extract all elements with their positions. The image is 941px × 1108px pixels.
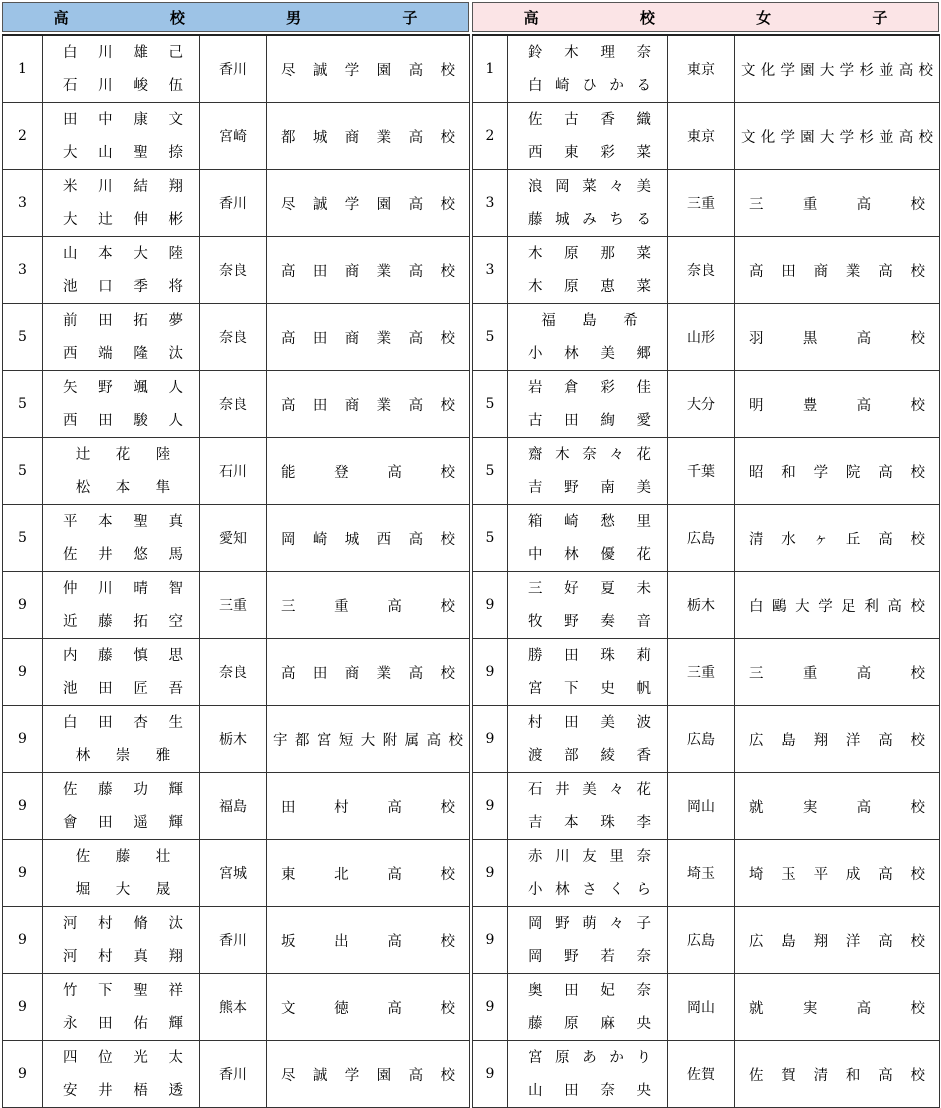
girls-row — [473, 304, 940, 371]
rank-cell: 9 — [3, 639, 43, 706]
player-name: 藤 城 み ち る — [528, 211, 651, 228]
player-name: 吉 野 南 美 — [528, 479, 651, 496]
rank-cell: 9 — [3, 974, 43, 1041]
school-cell — [735, 103, 940, 170]
names-cell — [43, 572, 200, 639]
player-name: 吉 本 珠 李 — [528, 814, 651, 831]
player-name: 山 本 大 陸 — [63, 245, 183, 262]
prefecture-cell: 岡山 — [668, 974, 735, 1041]
player-name: 牧 野 奏 音 — [528, 613, 651, 630]
names-cell — [43, 907, 200, 974]
player-name: 永 田 佑 輝 — [63, 1015, 183, 1032]
school-cell — [267, 371, 470, 438]
girls-row — [473, 505, 940, 572]
player-name: 佐 井 悠 馬 — [63, 546, 183, 563]
school-name: 三 重 高 校 — [749, 665, 925, 682]
player-name: 渡 部 綾 香 — [528, 747, 651, 764]
player-name: 白 崎 ひ か る — [528, 77, 651, 94]
school-cell — [267, 237, 470, 304]
school-name: 佐 賀 清 和 高 校 — [749, 1067, 925, 1084]
girls-header-char: 女 — [756, 8, 772, 27]
names-cell — [508, 773, 668, 840]
school-name: 明 豊 高 校 — [749, 397, 925, 414]
rank-cell: 9 — [473, 1041, 508, 1108]
school-name: 就 実 高 校 — [749, 1000, 925, 1017]
player-name: 河 村 脩 汰 — [63, 915, 183, 932]
prefecture-cell: 岡山 — [668, 773, 735, 840]
rank-cell: 9 — [473, 706, 508, 773]
school-name: 高 田 商 業 高 校 — [281, 263, 455, 280]
school-cell — [735, 706, 940, 773]
names-cell — [508, 304, 668, 371]
school-name: 三 重 高 校 — [281, 598, 455, 615]
school-name: 尽 誠 学 園 高 校 — [281, 196, 455, 213]
boys-row — [3, 773, 470, 840]
girls-header-char: 子 — [872, 8, 888, 27]
names-cell — [508, 840, 668, 907]
player-name: 石 川 峻 伍 — [63, 77, 183, 94]
player-name: 齋 木 奈 々 花 — [528, 446, 651, 463]
player-name: 古 田 絢 愛 — [528, 412, 651, 429]
rank-cell: 9 — [3, 840, 43, 907]
player-name: 藤 原 麻 央 — [528, 1015, 651, 1032]
prefecture-cell: 東京 — [668, 35, 735, 103]
school-cell — [267, 438, 470, 505]
player-name: 西 田 駿 人 — [63, 412, 183, 429]
girls-header-char: 高 — [523, 8, 539, 27]
player-name: 西 東 彩 菜 — [528, 144, 651, 161]
player-name: 岡 野 若 奈 — [528, 948, 651, 965]
boys-row — [3, 974, 470, 1041]
rank-cell: 9 — [473, 572, 508, 639]
school-name: 高 田 商 業 高 校 — [281, 330, 455, 347]
player-name: 會 田 遥 輝 — [63, 814, 183, 831]
player-name: 堀 大 晟 — [75, 881, 171, 898]
rank-cell: 2 — [3, 103, 43, 170]
girls-row — [473, 438, 940, 505]
player-name: 山 田 奈 央 — [528, 1082, 651, 1099]
player-name: 田 中 康 文 — [63, 111, 183, 128]
player-name: 矢 野 颯 人 — [63, 379, 183, 396]
girls-header — [472, 2, 939, 32]
player-name: 池 田 匠 吾 — [63, 680, 183, 697]
boys-header-char: 高 — [53, 8, 69, 27]
player-name: 仲 川 晴 智 — [63, 580, 183, 597]
school-cell — [267, 304, 470, 371]
names-cell — [508, 35, 668, 103]
school-cell — [267, 639, 470, 706]
boys-header-char: 校 — [169, 8, 185, 27]
rank-cell: 3 — [3, 237, 43, 304]
rank-cell: 9 — [3, 706, 43, 773]
school-cell — [735, 438, 940, 505]
rank-cell: 9 — [3, 773, 43, 840]
rank-cell: 2 — [473, 103, 508, 170]
prefecture-cell: 奈良 — [200, 304, 267, 371]
boys-row — [3, 1041, 470, 1108]
girls-row — [473, 773, 940, 840]
prefecture-cell: 広島 — [668, 505, 735, 572]
names-cell — [508, 907, 668, 974]
names-cell — [508, 103, 668, 170]
school-cell — [735, 639, 940, 706]
prefecture-cell: 佐賀 — [668, 1041, 735, 1108]
girls-header-char: 校 — [639, 8, 655, 27]
player-name: 大 辻 伸 彬 — [63, 211, 183, 228]
school-cell — [267, 170, 470, 237]
prefecture-cell: 大分 — [668, 371, 735, 438]
school-cell — [735, 237, 940, 304]
player-name: 浪 岡 菜 々 美 — [528, 178, 651, 195]
rank-cell: 5 — [473, 438, 508, 505]
school-name: 高 田 商 業 高 校 — [749, 263, 925, 280]
boys-row — [3, 237, 470, 304]
player-name: 大 山 聖 捺 — [63, 144, 183, 161]
player-name: 小 林 美 郷 — [528, 345, 651, 362]
names-cell — [508, 639, 668, 706]
rank-cell: 5 — [3, 371, 43, 438]
girls-row — [473, 237, 940, 304]
school-cell — [735, 840, 940, 907]
rank-cell: 3 — [3, 170, 43, 237]
player-name: 宮 下 史 帆 — [528, 680, 651, 697]
rank-cell: 5 — [473, 505, 508, 572]
player-name: 三 好 夏 未 — [528, 580, 651, 597]
names-cell — [508, 1041, 668, 1108]
player-name: 岩 倉 彩 佳 — [528, 379, 651, 396]
school-cell — [735, 572, 940, 639]
boys-row — [3, 639, 470, 706]
school-cell — [735, 907, 940, 974]
rank-cell: 5 — [3, 304, 43, 371]
school-name: 尽 誠 学 園 高 校 — [281, 62, 455, 79]
school-name: 昭 和 学 院 高 校 — [749, 464, 925, 481]
boys-table — [2, 34, 470, 1108]
player-name: 石 井 美 々 花 — [528, 781, 651, 798]
boys-row — [3, 304, 470, 371]
school-name: 能 登 高 校 — [281, 464, 455, 481]
girls-row — [473, 35, 940, 103]
school-cell — [267, 907, 470, 974]
player-name: 小 林 さ く ら — [528, 881, 651, 898]
school-name: 文 徳 高 校 — [281, 1000, 455, 1017]
player-name: 前 田 拓 夢 — [63, 312, 183, 329]
girls-row — [473, 170, 940, 237]
prefecture-cell: 宮城 — [200, 840, 267, 907]
player-name: 村 田 美 波 — [528, 714, 651, 731]
names-cell — [43, 304, 200, 371]
boys-row — [3, 572, 470, 639]
boys-row — [3, 35, 470, 103]
rank-cell: 9 — [473, 907, 508, 974]
prefecture-cell: 奈良 — [668, 237, 735, 304]
school-name: 田 村 高 校 — [281, 799, 455, 816]
school-cell — [267, 1041, 470, 1108]
names-cell — [508, 505, 668, 572]
player-name: 四 位 光 太 — [63, 1049, 183, 1066]
player-name: 西 端 隆 汰 — [63, 345, 183, 362]
names-cell — [43, 773, 200, 840]
player-name: 赤 川 友 里 奈 — [528, 848, 651, 865]
school-cell — [735, 773, 940, 840]
school-cell — [267, 773, 470, 840]
player-name: 竹 下 聖 祥 — [63, 982, 183, 999]
prefecture-cell: 香川 — [200, 907, 267, 974]
rank-cell: 9 — [473, 773, 508, 840]
player-name: 福 島 希 — [541, 312, 638, 329]
prefecture-cell: 三重 — [668, 639, 735, 706]
names-cell — [508, 438, 668, 505]
rank-cell: 9 — [3, 572, 43, 639]
boys-header-char: 男 — [286, 8, 302, 27]
names-cell — [43, 170, 200, 237]
prefecture-cell: 栃木 — [668, 572, 735, 639]
girls-row — [473, 1041, 940, 1108]
school-name: 三 重 高 校 — [749, 196, 925, 213]
prefecture-cell: 三重 — [668, 170, 735, 237]
prefecture-cell: 奈良 — [200, 237, 267, 304]
rank-cell: 5 — [3, 505, 43, 572]
names-cell — [43, 1041, 200, 1108]
rank-cell: 1 — [3, 35, 43, 103]
boys-row — [3, 170, 470, 237]
school-name: 文 化 学 園 大 学 杉 並 高 校 — [741, 129, 933, 146]
boys-row — [3, 371, 470, 438]
rank-cell: 5 — [3, 438, 43, 505]
boys-header-char: 子 — [402, 8, 418, 27]
player-name: 近 藤 拓 空 — [63, 613, 183, 630]
school-name: 埼 玉 平 成 高 校 — [749, 866, 925, 883]
prefecture-cell: 広島 — [668, 706, 735, 773]
school-name: 就 実 高 校 — [749, 799, 925, 816]
prefecture-cell: 香川 — [200, 170, 267, 237]
school-name: 高 田 商 業 高 校 — [281, 665, 455, 682]
rank-cell: 5 — [473, 371, 508, 438]
girls-row — [473, 840, 940, 907]
names-cell — [43, 639, 200, 706]
names-cell — [43, 237, 200, 304]
boys-row — [3, 840, 470, 907]
school-cell — [267, 35, 470, 103]
player-name: 鈴 木 理 奈 — [528, 44, 651, 61]
rank-cell: 9 — [473, 974, 508, 1041]
player-name: 勝 田 珠 莉 — [528, 647, 651, 664]
prefecture-cell: 福島 — [200, 773, 267, 840]
player-name: 河 村 真 翔 — [63, 948, 183, 965]
player-name: 池 口 季 将 — [63, 278, 183, 295]
school-name: 東 北 高 校 — [281, 866, 455, 883]
prefecture-cell: 広島 — [668, 907, 735, 974]
school-cell — [735, 304, 940, 371]
school-name: 白 鷗 大 学 足 利 高 校 — [749, 598, 925, 615]
names-cell — [508, 371, 668, 438]
names-cell — [43, 706, 200, 773]
names-cell — [508, 572, 668, 639]
player-name: 佐 藤 功 輝 — [63, 781, 183, 798]
names-cell — [43, 371, 200, 438]
school-name: 羽 黒 高 校 — [749, 330, 925, 347]
names-cell — [508, 237, 668, 304]
school-name: 広 島 翔 洋 高 校 — [749, 933, 925, 950]
rank-cell: 3 — [473, 237, 508, 304]
prefecture-cell: 熊本 — [200, 974, 267, 1041]
player-name: 辻 花 陸 — [75, 446, 171, 463]
names-cell — [508, 170, 668, 237]
prefecture-cell: 愛知 — [200, 505, 267, 572]
school-cell — [267, 505, 470, 572]
girls-row — [473, 974, 940, 1041]
names-cell — [43, 103, 200, 170]
boys-row — [3, 505, 470, 572]
school-name: 広 島 翔 洋 高 校 — [749, 732, 925, 749]
player-name: 木 原 那 菜 — [528, 245, 651, 262]
rank-cell: 1 — [473, 35, 508, 103]
prefecture-cell: 埼玉 — [668, 840, 735, 907]
prefecture-cell: 香川 — [200, 1041, 267, 1108]
boys-row — [3, 706, 470, 773]
school-cell — [267, 840, 470, 907]
girls-row — [473, 639, 940, 706]
player-name: 平 本 聖 真 — [63, 513, 183, 530]
player-name: 佐 藤 壮 — [75, 848, 171, 865]
school-cell — [735, 35, 940, 103]
player-name: 宮 原 あ か り — [528, 1049, 651, 1066]
prefecture-cell: 千葉 — [668, 438, 735, 505]
school-cell — [735, 974, 940, 1041]
school-cell — [735, 371, 940, 438]
player-name: 松 本 隼 — [75, 479, 171, 496]
player-name: 林 崇 雅 — [75, 747, 171, 764]
girls-row — [473, 572, 940, 639]
school-name: 坂 出 高 校 — [281, 933, 455, 950]
school-cell — [267, 572, 470, 639]
school-cell — [735, 170, 940, 237]
girls-row — [473, 907, 940, 974]
prefecture-cell: 香川 — [200, 35, 267, 103]
school-name: 都 城 商 業 高 校 — [281, 129, 455, 146]
names-cell — [43, 840, 200, 907]
names-cell — [508, 974, 668, 1041]
boys-row — [3, 907, 470, 974]
rank-cell: 9 — [3, 907, 43, 974]
names-cell — [43, 438, 200, 505]
prefecture-cell: 奈良 — [200, 639, 267, 706]
rank-cell: 3 — [473, 170, 508, 237]
prefecture-cell: 宮崎 — [200, 103, 267, 170]
player-name: 内 藤 慎 思 — [63, 647, 183, 664]
girls-table — [472, 34, 940, 1108]
prefecture-cell: 石川 — [200, 438, 267, 505]
school-cell — [267, 706, 470, 773]
girls-row — [473, 103, 940, 170]
rank-cell: 9 — [3, 1041, 43, 1108]
school-name: 文 化 学 園 大 学 杉 並 高 校 — [741, 62, 933, 79]
school-cell — [267, 974, 470, 1041]
school-name: 宇 都 宮 短 大 附 属 高 校 — [273, 732, 463, 749]
player-name: 箱 崎 愁 里 — [528, 513, 651, 530]
player-name: 白 川 雄 己 — [63, 44, 183, 61]
prefecture-cell: 山形 — [668, 304, 735, 371]
rank-cell: 5 — [473, 304, 508, 371]
player-name: 木 原 恵 菜 — [528, 278, 651, 295]
boys-row — [3, 438, 470, 505]
prefecture-cell: 栃木 — [200, 706, 267, 773]
names-cell — [43, 505, 200, 572]
school-name: 高 田 商 業 高 校 — [281, 397, 455, 414]
player-name: 奥 田 妃 奈 — [528, 982, 651, 999]
prefecture-cell: 東京 — [668, 103, 735, 170]
school-cell — [735, 1041, 940, 1108]
rank-cell: 9 — [473, 840, 508, 907]
prefecture-cell: 奈良 — [200, 371, 267, 438]
school-name: 尽 誠 学 園 高 校 — [281, 1067, 455, 1084]
names-cell — [43, 974, 200, 1041]
names-cell — [508, 706, 668, 773]
prefecture-cell: 三重 — [200, 572, 267, 639]
school-cell — [735, 505, 940, 572]
player-name: 米 川 結 翔 — [63, 178, 183, 195]
boys-row — [3, 103, 470, 170]
boys-header — [2, 2, 469, 32]
rank-cell: 9 — [473, 639, 508, 706]
player-name: 安 井 梧 透 — [63, 1082, 183, 1099]
player-name: 白 田 杏 生 — [63, 714, 183, 731]
player-name: 岡 野 萌 々 子 — [528, 915, 651, 932]
school-name: 岡 崎 城 西 高 校 — [281, 531, 455, 548]
player-name: 佐 古 香 織 — [528, 111, 651, 128]
school-cell — [267, 103, 470, 170]
girls-row — [473, 371, 940, 438]
player-name: 中 林 優 花 — [528, 546, 651, 563]
school-name: 清 水 ヶ 丘 高 校 — [749, 531, 925, 548]
names-cell — [43, 35, 200, 103]
girls-row — [473, 706, 940, 773]
